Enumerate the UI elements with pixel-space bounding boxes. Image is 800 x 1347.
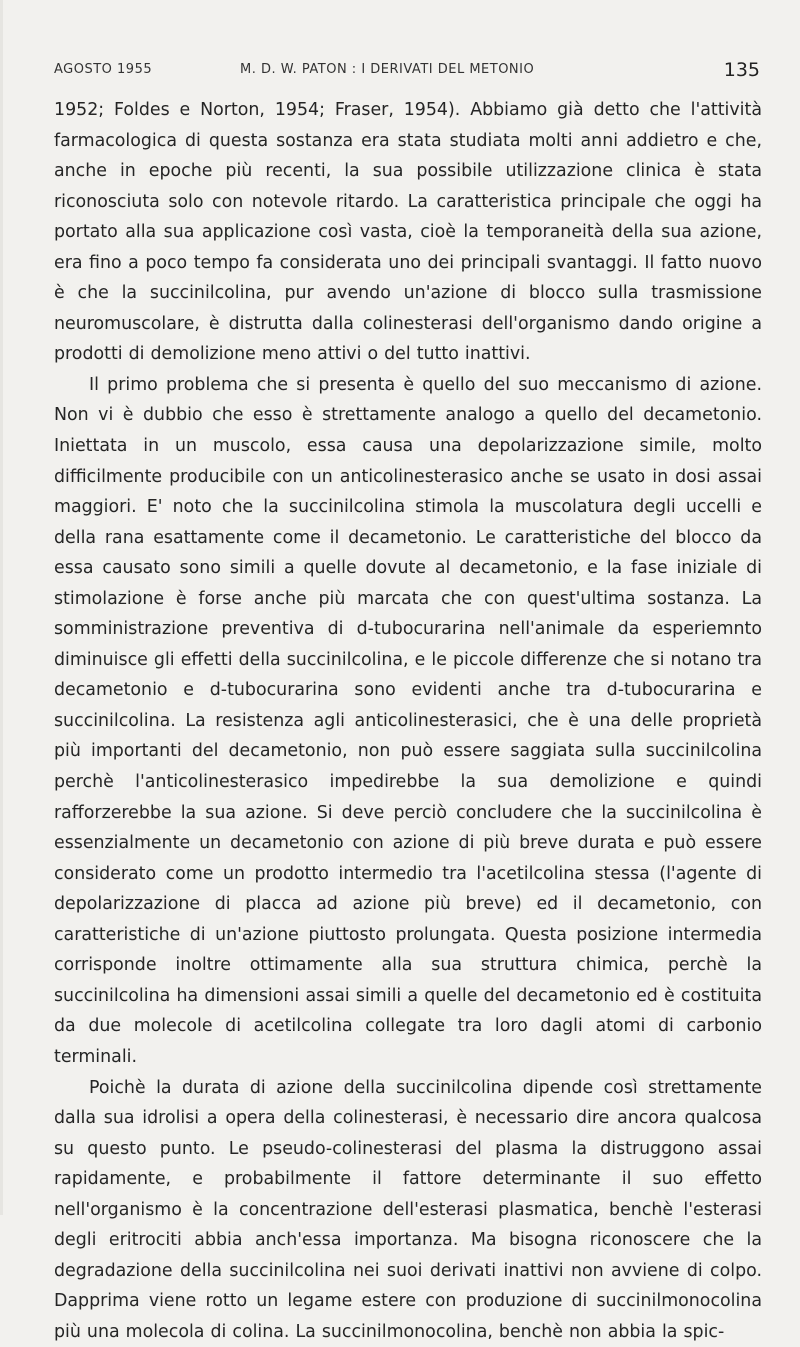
header-article-title: M. D. W. PATON : I DERIVATI DEL METONIO xyxy=(240,62,534,77)
paragraph-3: Poichè la durata di azione della succinilcolina dipende così strettamente dalla sua idrolisi a opera della colinesterasi, è necessario dire ancora qualcosa su questo punto. Le pseudo-colinesterasi del plasma la distruggono assai rapidamente, e probabilmente il fattore determinante il suo effetto nell'organismo è la concentrazione dell'esterasi plasmatica, benchè l'esterasi degli eritrociti abbia anch'essa importanza. Ma bisogna riconoscere che la degradazione della succinilcolina nei suoi derivati inattivi non avviene di colpo. Dapprima viene rotto un legame estere con produzione di succinilmonocolina più una molecola di colina. La succinilmonocolina, benchè non abbia la spic- xyxy=(54,1073,762,1347)
article-body xyxy=(54,95,762,1347)
running-header xyxy=(54,62,760,92)
page-number: 135 xyxy=(724,59,760,81)
page-edge xyxy=(0,0,3,1215)
header-date: AGOSTO 1955 xyxy=(54,62,152,77)
paragraph-2: Il primo problema che si presenta è quello del suo meccanismo di azione. Non vi è dubbio che esso è strettamente analogo a quello del decametonio. Iniettata in un muscolo, essa causa una depolarizzazione simile, molto difficilmente producibile con un anticolinesterasico anche se usato in dosi assai maggiori. E' noto che la succinilcolina stimola la muscolatura degli uccelli e della rana esattamente come il decametonio. Le caratteristiche del blocco da essa causato sono simili a quelle dovute al decametonio, e la fase iniziale di stimolazione è forse anche più marcata che con quest'ultima sostanza. La somministrazione preventiva di d-tubocurarina nell'animale da esperiemnto diminuisce gli effetti della succinilcolina, e le piccole differenze che si notano tra decametonio e d-tubocurarina sono evidenti anche tra d-tubocurarina e succinilcolina. La resistenza agli anticolinesterasici, che è una delle proprietà più importanti del decametonio, non può essere saggiata sulla succinilcolina perchè l'anticolinesterasico impedirebbe la sua demolizione e quindi rafforzerebbe la sua azione. Si deve perciò concludere che la succinilcolina è essenzialmente un decametonio con azione di più breve durata e può essere considerato come un prodotto intermedio tra l'acetilcolina stessa (l'agente di depolarizzazione di placca ad azione più breve) ed il decametonio, con caratteristiche di un'azione piuttosto prolungata. Questa posizione intermedia corrisponde inoltre ottimamente alla sua struttura chimica, perchè la succinilcolina ha dimensioni assai simili a quelle del decametonio ed è costituita da due molecole di acetilcolina collegate tra loro dagli atomi di carbonio terminali. xyxy=(54,370,762,1073)
paragraph-1: 1952; Foldes e Norton, 1954; Fraser, 1954). Abbiamo già detto che l'attività farmacologica di questa sostanza era stata studiata molti anni addietro e che, anche in epoche più recenti, la sua possibile utilizzazione clinica è stata riconosciuta solo con notevole ritardo. La caratteristica principale che oggi ha portato alla sua applicazione così vasta, cioè la temporaneità della sua azione, era fino a poco tempo fa considerata uno dei principali svantaggi. Il fatto nuovo è che la succinilcolina, pur avendo un'azione di blocco sulla trasmissione neuromuscolare, è distrutta dalla colinesterasi dell'organismo dando origine a prodotti di demolizione meno attivi o del tutto inattivi. xyxy=(54,95,762,370)
